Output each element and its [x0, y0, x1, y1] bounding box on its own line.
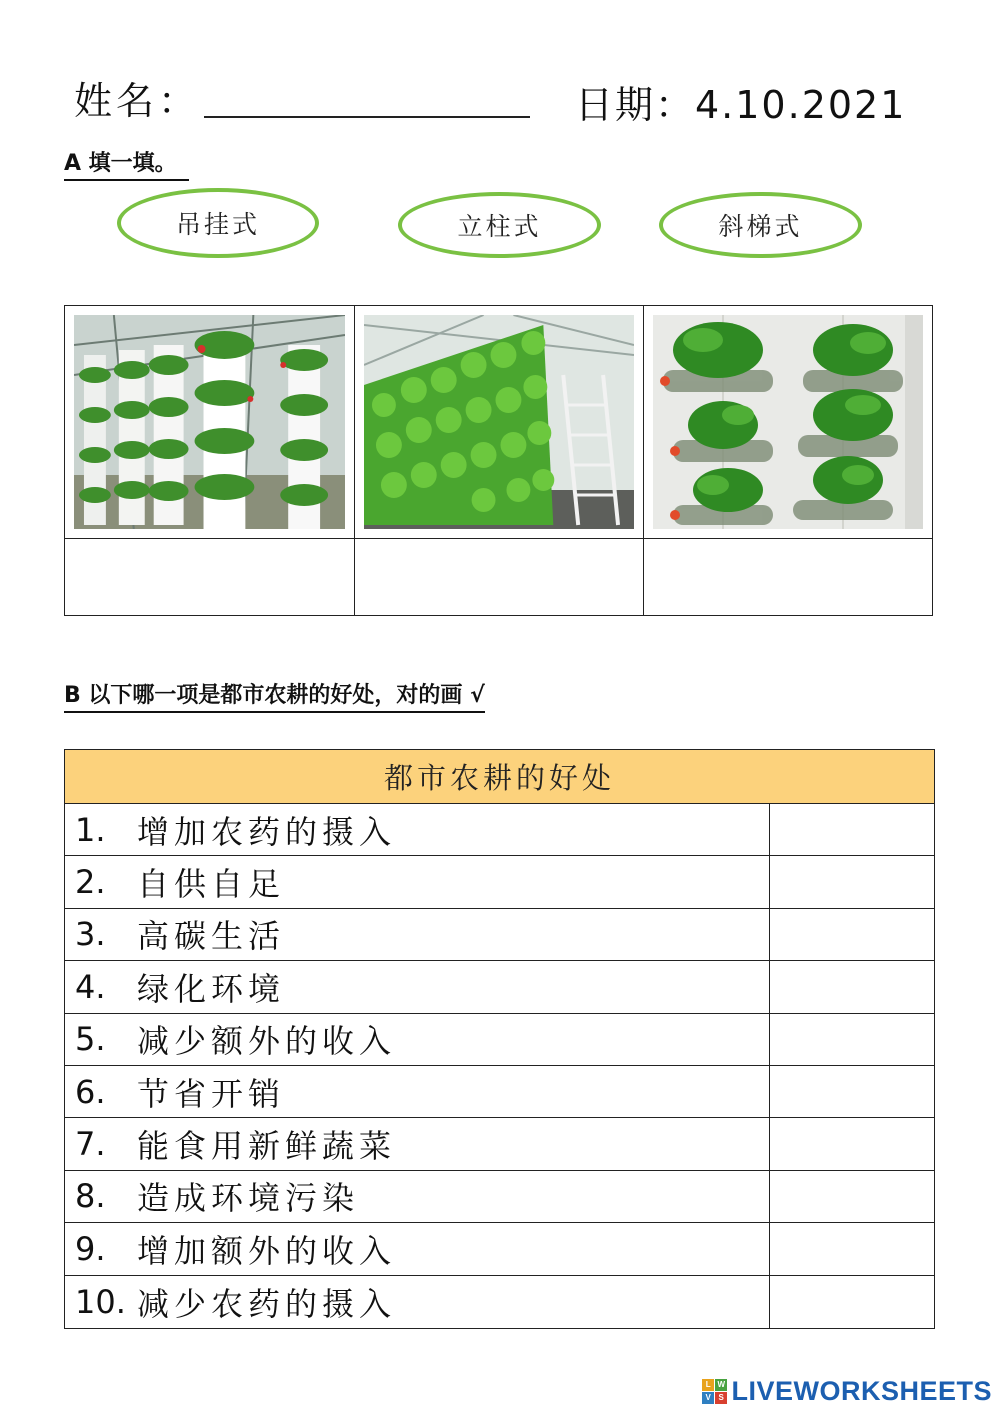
- tower-planters-photo: [74, 315, 345, 529]
- table-row: [65, 1066, 934, 1118]
- row-text: 高碳生活: [137, 917, 286, 956]
- checkmark-box[interactable]: [770, 1118, 934, 1169]
- row-text: 能食用新鲜蔬菜: [137, 1127, 397, 1166]
- checkmark-box[interactable]: [770, 804, 934, 855]
- name-input-line[interactable]: [204, 116, 530, 118]
- row-number: 5.: [75, 1020, 106, 1059]
- section-a-title: A 填一填。: [64, 146, 189, 181]
- logo-text: LIVEWORKSHEETS: [731, 1376, 992, 1406]
- row-text: 增加额外的收入: [137, 1231, 397, 1270]
- row-text: 造成环境污染: [137, 1179, 360, 1218]
- table-row: [65, 909, 934, 961]
- row-number: 6.: [75, 1072, 106, 1111]
- word-bank-hanging[interactable]: 吊挂式: [117, 188, 319, 258]
- answer-box-1[interactable]: [65, 538, 355, 615]
- slanted-ladder-planters-photo: [364, 315, 634, 529]
- row-text: 减少农药的摄入: [137, 1284, 397, 1323]
- benefits-table-header: 都市农耕的好处: [65, 750, 934, 804]
- checkmark-box[interactable]: [770, 856, 934, 907]
- benefit-statement: [65, 909, 770, 960]
- benefit-statement: [65, 804, 770, 855]
- row-number: 2.: [75, 863, 106, 902]
- row-text: 减少额外的收入: [137, 1022, 397, 1061]
- checkmark-box[interactable]: [770, 909, 934, 960]
- table-row: [65, 1118, 934, 1170]
- name-label: 姓名：: [74, 79, 201, 123]
- table-row: [65, 1014, 934, 1066]
- benefits-table: [64, 749, 935, 1329]
- benefit-statement: [65, 1276, 770, 1328]
- hanging-bottle-planters-photo: [653, 315, 923, 529]
- table-row: [65, 1276, 934, 1328]
- section-b-title: B 以下哪一项是都市农耕的好处，对的画 √: [64, 678, 485, 713]
- benefit-statement: [65, 1118, 770, 1169]
- row-number: 7.: [75, 1125, 106, 1164]
- benefit-statement: [65, 1066, 770, 1117]
- benefit-statement: [65, 961, 770, 1012]
- row-number: 4.: [75, 967, 106, 1006]
- table-row: [65, 856, 934, 908]
- table-row: [65, 961, 934, 1013]
- logo-mark-icon: L W V S: [702, 1379, 727, 1404]
- answer-box-3[interactable]: [644, 538, 932, 615]
- word-bank-ladder[interactable]: 斜梯式: [659, 192, 862, 258]
- picture-cell-1: [65, 306, 355, 538]
- benefit-statement: [65, 1223, 770, 1274]
- picture-table: [64, 305, 933, 616]
- checkmark-box[interactable]: [770, 961, 934, 1012]
- answer-box-2[interactable]: [355, 538, 644, 615]
- row-number: 10.: [75, 1282, 126, 1321]
- table-row: [65, 804, 934, 856]
- row-text: 绿化环境: [137, 969, 286, 1008]
- table-row: [65, 1223, 934, 1275]
- row-number: 9.: [75, 1229, 106, 1268]
- table-row: [65, 1171, 934, 1223]
- row-number: 8.: [75, 1177, 106, 1216]
- row-number: 1.: [75, 810, 106, 849]
- benefit-statement: [65, 856, 770, 907]
- picture-cell-2: [355, 306, 644, 538]
- benefit-statement: [65, 1171, 770, 1222]
- row-text: 节省开销: [137, 1074, 286, 1113]
- checkmark-box[interactable]: [770, 1066, 934, 1117]
- word-bank-pillar[interactable]: 立柱式: [398, 192, 601, 258]
- picture-cell-3: [644, 306, 932, 538]
- checkmark-box[interactable]: [770, 1171, 934, 1222]
- benefit-statement: [65, 1014, 770, 1065]
- checkmark-box[interactable]: [770, 1223, 934, 1274]
- date-label: 日期：4.10.2021: [575, 83, 907, 127]
- row-text: 自供自足: [137, 865, 286, 904]
- checkmark-box[interactable]: [770, 1276, 934, 1328]
- checkmark-box[interactable]: [770, 1014, 934, 1065]
- row-text: 增加农药的摄入: [137, 812, 397, 851]
- row-number: 3.: [75, 915, 106, 954]
- liveworksheets-logo: [702, 1376, 992, 1407]
